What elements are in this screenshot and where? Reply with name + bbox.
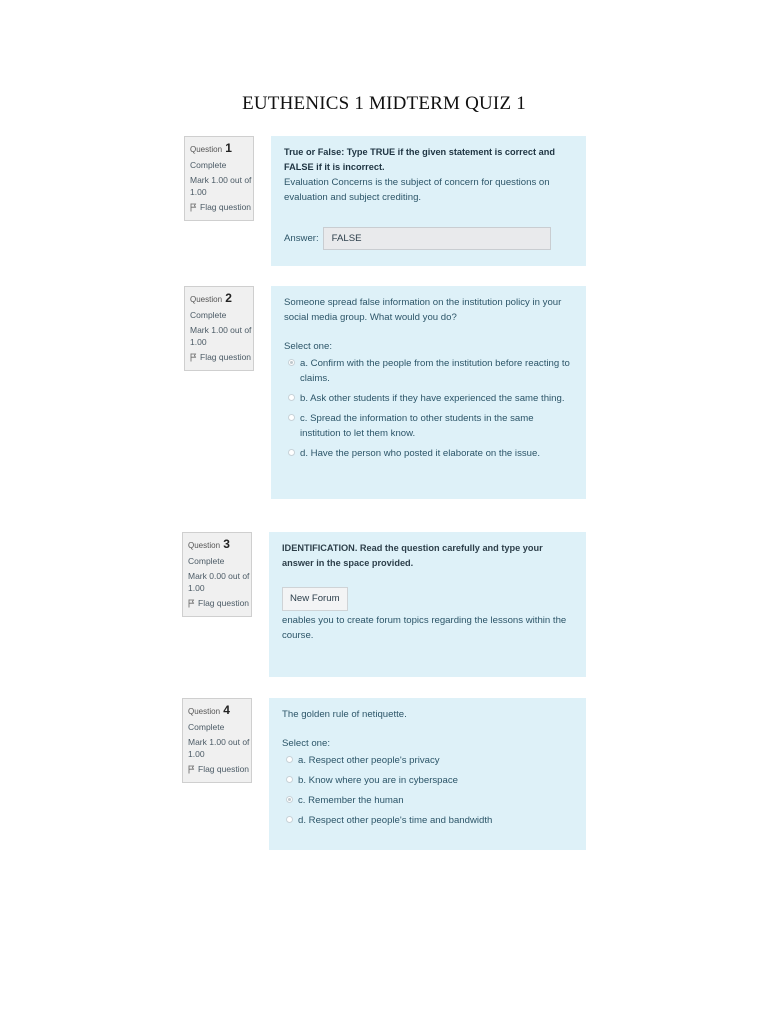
question-number-label: Question 3 bbox=[188, 537, 230, 551]
question-mark: Mark 1.00 out of 1.00 bbox=[188, 737, 250, 759]
option-a[interactable] bbox=[284, 356, 573, 386]
option-label: c. Remember the human bbox=[298, 795, 404, 806]
radio-button[interactable] bbox=[288, 394, 295, 401]
answer-input[interactable]: New Forum bbox=[282, 587, 348, 611]
radio-button-checked[interactable] bbox=[286, 796, 293, 803]
question-number-label: Question 1 bbox=[190, 141, 232, 155]
question-number-label: Question 2 bbox=[190, 291, 232, 305]
option-c[interactable] bbox=[284, 411, 573, 441]
question-state: Complete bbox=[188, 556, 225, 566]
question-text: Evaluation Concerns is the subject of concern for questions on evaluation and subject crediting. bbox=[284, 177, 550, 203]
answer-label: Answer: bbox=[284, 233, 319, 244]
question-1-content bbox=[271, 136, 586, 266]
question-2-content bbox=[271, 286, 586, 499]
question-text: Someone spread false information on the institution policy in your social media group. What would you do? bbox=[284, 297, 562, 323]
option-label: d. Have the person who posted it elaborate on the issue. bbox=[300, 448, 540, 459]
option-label: c. Spread the information to other students in the same institution to let them know. bbox=[300, 413, 534, 439]
flag-icon bbox=[188, 765, 195, 774]
option-c[interactable] bbox=[282, 793, 573, 808]
question-4-content bbox=[269, 698, 586, 850]
question-state: Complete bbox=[190, 310, 227, 320]
question-text: enables you to create forum topics regarding the lessons within the course. bbox=[282, 615, 567, 641]
question-state: Complete bbox=[190, 160, 227, 170]
radio-button[interactable] bbox=[288, 414, 295, 421]
question-3-content bbox=[269, 532, 586, 677]
radio-button[interactable] bbox=[286, 776, 293, 783]
page-title: EUTHENICS 1 MIDTERM QUIZ 1 bbox=[242, 93, 526, 114]
question-state: Complete bbox=[188, 722, 225, 732]
question-4-info bbox=[182, 698, 252, 783]
answer-input[interactable]: FALSE bbox=[323, 227, 551, 250]
question-1-info bbox=[184, 136, 254, 221]
radio-button[interactable] bbox=[286, 816, 293, 823]
question-text: The golden rule of netiquette. bbox=[282, 709, 407, 720]
radio-button[interactable] bbox=[288, 449, 295, 456]
option-label: b. Know where you are in cyberspace bbox=[298, 775, 458, 786]
question-mark: Mark 0.00 out of 1.00 bbox=[188, 571, 250, 593]
question-mark: Mark 1.00 out of 1.00 bbox=[190, 175, 252, 197]
flag-question-button[interactable] bbox=[190, 351, 253, 363]
flag-question-label: Flag question bbox=[198, 598, 250, 608]
question-mark: Mark 1.00 out of 1.00 bbox=[190, 325, 252, 347]
option-a[interactable] bbox=[282, 753, 573, 768]
question-instruction: True or False: Type TRUE if the given statement is correct and FALSE if it is incorrect. bbox=[284, 147, 555, 172]
option-b[interactable] bbox=[282, 773, 573, 788]
question-instruction: IDENTIFICATION. Read the question carefully and type your answer in the space provided. bbox=[282, 543, 543, 568]
radio-button[interactable] bbox=[286, 756, 293, 763]
question-2-info bbox=[184, 286, 254, 371]
option-d[interactable] bbox=[282, 813, 573, 828]
option-d[interactable] bbox=[284, 446, 573, 461]
flag-question-label: Flag question bbox=[198, 764, 250, 774]
question-number-label: Question 4 bbox=[188, 703, 230, 717]
flag-question-button[interactable] bbox=[188, 763, 251, 775]
question-3-info bbox=[182, 532, 252, 617]
option-label: d. Respect other people's time and bandwidth bbox=[298, 815, 493, 826]
flag-question-label: Flag question bbox=[200, 352, 252, 362]
flag-question-button[interactable] bbox=[188, 597, 251, 609]
select-one-label: Select one: bbox=[284, 341, 333, 352]
flag-icon bbox=[190, 353, 197, 362]
option-b[interactable] bbox=[284, 391, 573, 406]
select-one-label: Select one: bbox=[282, 738, 331, 749]
flag-icon bbox=[190, 203, 197, 212]
option-label: a. Confirm with the people from the institution before reacting to claims. bbox=[300, 358, 570, 384]
radio-button-checked[interactable] bbox=[288, 359, 295, 366]
answer-row bbox=[284, 227, 573, 250]
option-label: b. Ask other students if they have experienced the same thing. bbox=[300, 393, 565, 404]
flag-question-button[interactable] bbox=[190, 201, 253, 213]
option-label: a. Respect other people's privacy bbox=[298, 755, 440, 766]
flag-icon bbox=[188, 599, 195, 608]
flag-question-label: Flag question bbox=[200, 202, 252, 212]
